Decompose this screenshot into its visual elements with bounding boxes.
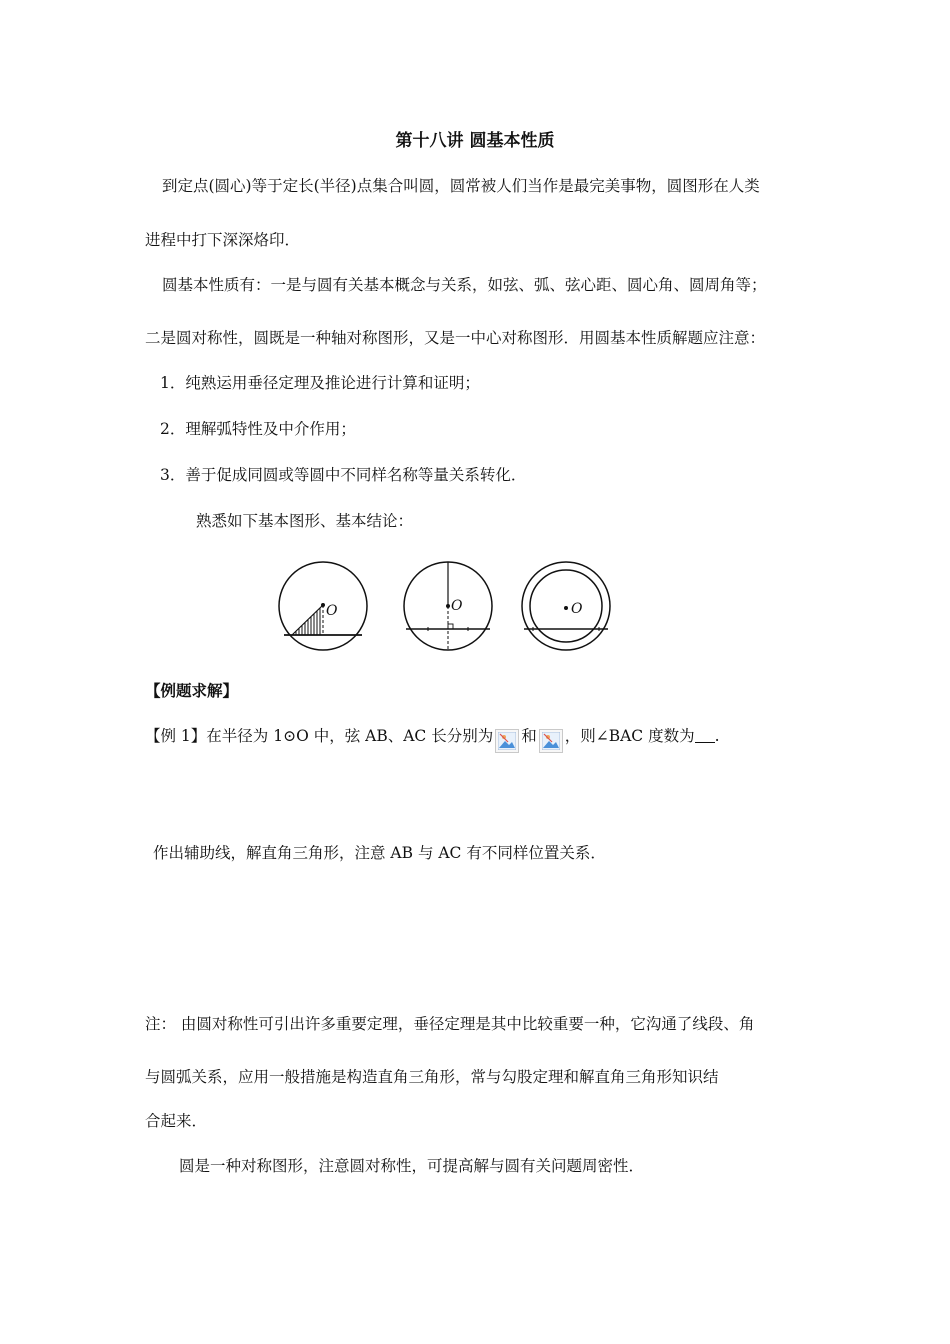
broken-image-icon bbox=[495, 729, 519, 753]
hint-text: 作出辅助线，解直角三角形，注意 AB 与 AC 有不同样位置关系． bbox=[153, 844, 606, 862]
example-text: 和 bbox=[521, 727, 537, 745]
answer-blank bbox=[695, 728, 715, 743]
example-1 bbox=[145, 726, 720, 753]
intro-line-2: 进程中打下深深烙印． bbox=[145, 231, 301, 249]
figure-label: O bbox=[571, 601, 583, 617]
example-text: ，则∠BAC 度数为 bbox=[564, 727, 695, 745]
closing-text: 圆是一种对称图形，注意圆对称性，可提高解与圆有关问题周密性． bbox=[179, 1157, 645, 1175]
example-text: 在半径为 1⊙O 中，弦 AB、AC 长分别为 bbox=[206, 727, 494, 745]
figure-label: O bbox=[451, 598, 463, 614]
basic-figures bbox=[270, 556, 620, 660]
example-text: . bbox=[714, 727, 720, 745]
point-item: 1．纯熟运用垂径定理及推论进行计算和证明； bbox=[160, 374, 480, 392]
note-line-2: 与圆弧关系，应用一般措施是构造直角三角形，常与勾股定理和解直角三角形知识结 bbox=[145, 1068, 719, 1086]
broken-image-icon bbox=[539, 729, 563, 753]
point-item: 2．理解弧特性及中介作用； bbox=[160, 420, 356, 438]
example-label: 【例 1】 bbox=[145, 727, 207, 745]
note-line-3: 合起来． bbox=[145, 1112, 208, 1130]
note-line-1: 注： 由圆对称性可引出许多重要定理，垂径定理是其中比较重要一种，它沟通了线段、角 bbox=[145, 1015, 755, 1033]
point-item: 3．善于促成同圆或等圆中不同样名称等量关系转化． bbox=[160, 466, 527, 484]
page-title: 第十八讲 圆基本性质 bbox=[395, 131, 555, 151]
intro-line-4: 二是圆对称性，圆既是一种轴对称图形，又是一中心对称图形．用圆基本性质解题应注意： bbox=[145, 329, 766, 347]
section-heading: 【例题求解】 bbox=[145, 682, 239, 700]
intro-line-1: 到定点(圆心)等于定长(半径)点集合叫圆，圆常被人们当作是最完美事物，圆图形在人类 bbox=[162, 177, 760, 195]
circle-figures-diagram bbox=[270, 556, 620, 656]
figure-label: O bbox=[326, 603, 338, 619]
figures-intro: 熟悉如下基本图形、基本结论： bbox=[196, 512, 414, 530]
intro-line-3: 圆基本性质有：一是与圆有关基本概念与关系，如弦、弧、弦心距、圆心角、圆周角等； bbox=[162, 276, 767, 294]
